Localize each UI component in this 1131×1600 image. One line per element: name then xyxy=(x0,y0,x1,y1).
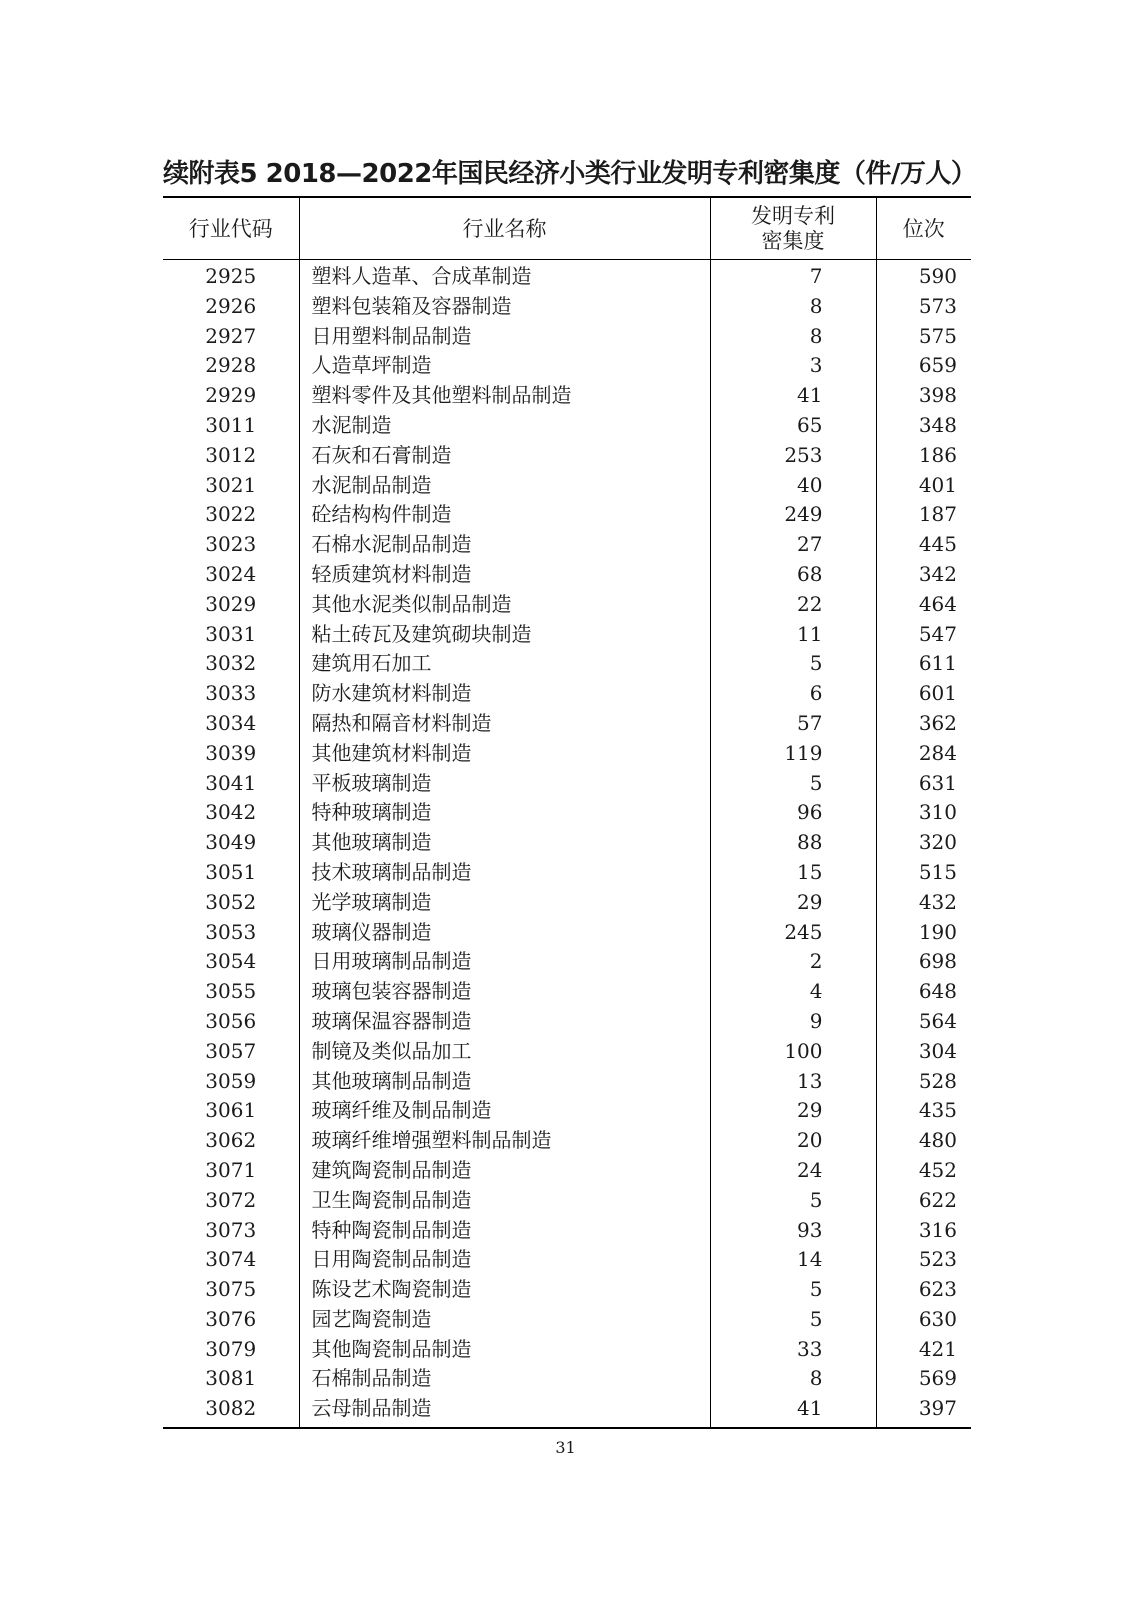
table-row xyxy=(163,828,971,858)
cell-rank: 401 xyxy=(876,471,971,501)
cell-rank: 320 xyxy=(876,828,971,858)
cell-patent-density: 13 xyxy=(710,1067,876,1097)
cell-industry-name: 卫生陶瓷制品制造 xyxy=(299,1186,710,1216)
table-row xyxy=(163,560,971,590)
cell-industry-code: 3024 xyxy=(205,561,257,586)
cell-rank: 398 xyxy=(876,381,971,411)
cell-patent-density: 9 xyxy=(710,1007,876,1037)
cell-rank: 648 xyxy=(876,977,971,1007)
cell-industry-code: 3029 xyxy=(205,591,257,616)
patent-density-table xyxy=(163,196,971,1429)
cell-patent-density: 4 xyxy=(710,977,876,1007)
cell-rank: 362 xyxy=(876,709,971,739)
cell-industry-code: 3073 xyxy=(205,1217,257,1242)
cell-patent-density: 5 xyxy=(710,1275,876,1305)
cell-patent-density: 245 xyxy=(710,918,876,948)
table-row xyxy=(163,322,971,352)
cell-patent-density: 41 xyxy=(710,381,876,411)
cell-industry-code: 3082 xyxy=(205,1396,257,1421)
cell-rank: 445 xyxy=(876,530,971,560)
cell-rank: 464 xyxy=(876,590,971,620)
cell-patent-density: 5 xyxy=(710,649,876,679)
cell-industry-name: 玻璃保温容器制造 xyxy=(299,1007,710,1037)
cell-patent-density: 41 xyxy=(710,1394,876,1428)
table-row xyxy=(163,1126,971,1156)
cell-industry-name: 水泥制造 xyxy=(299,411,710,441)
cell-patent-density: 68 xyxy=(710,560,876,590)
cell-patent-density: 14 xyxy=(710,1245,876,1275)
table-row xyxy=(163,977,971,1007)
table-row xyxy=(163,1007,971,1037)
cell-rank: 631 xyxy=(876,769,971,799)
table-row xyxy=(163,649,971,679)
cell-industry-code: 2927 xyxy=(205,323,257,348)
table-row xyxy=(163,1335,971,1365)
cell-rank: 452 xyxy=(876,1156,971,1186)
header-patent-density xyxy=(710,197,876,260)
cell-rank: 523 xyxy=(876,1245,971,1275)
cell-industry-name: 其他水泥类似制品制造 xyxy=(299,590,710,620)
cell-rank: 611 xyxy=(876,649,971,679)
header-patent-density-line2: 密集度 xyxy=(761,228,825,253)
table-row xyxy=(163,292,971,322)
table-row xyxy=(163,260,971,292)
cell-patent-density: 20 xyxy=(710,1126,876,1156)
cell-patent-density: 6 xyxy=(710,679,876,709)
cell-rank: 547 xyxy=(876,620,971,650)
cell-rank: 698 xyxy=(876,947,971,977)
cell-industry-name: 园艺陶瓷制造 xyxy=(299,1305,710,1335)
table-row xyxy=(163,918,971,948)
cell-patent-density: 65 xyxy=(710,411,876,441)
cell-rank: 284 xyxy=(876,739,971,769)
table-row xyxy=(163,620,971,650)
cell-rank: 316 xyxy=(876,1216,971,1246)
table-row xyxy=(163,1186,971,1216)
cell-industry-name: 石灰和石膏制造 xyxy=(299,441,710,471)
cell-rank: 590 xyxy=(876,260,971,292)
cell-patent-density: 5 xyxy=(710,1305,876,1335)
table-row xyxy=(163,530,971,560)
cell-rank: 623 xyxy=(876,1275,971,1305)
cell-patent-density: 40 xyxy=(710,471,876,501)
table-row xyxy=(163,500,971,530)
cell-industry-code: 3062 xyxy=(205,1128,257,1153)
cell-rank: 601 xyxy=(876,679,971,709)
table-row xyxy=(163,351,971,381)
table-row xyxy=(163,1394,971,1428)
cell-patent-density: 249 xyxy=(710,500,876,530)
table-row xyxy=(163,381,971,411)
table-row xyxy=(163,411,971,441)
cell-industry-code: 3039 xyxy=(205,740,257,765)
cell-rank: 186 xyxy=(876,441,971,471)
cell-industry-name: 特种陶瓷制品制造 xyxy=(299,1216,710,1246)
cell-industry-code: 3011 xyxy=(205,412,257,437)
cell-patent-density: 5 xyxy=(710,1186,876,1216)
cell-industry-name: 制镜及类似品加工 xyxy=(299,1037,710,1067)
cell-rank: 304 xyxy=(876,1037,971,1067)
cell-rank: 348 xyxy=(876,411,971,441)
cell-industry-code: 3051 xyxy=(205,859,257,884)
cell-industry-name: 其他陶瓷制品制造 xyxy=(299,1335,710,1365)
table-row xyxy=(163,798,971,828)
cell-industry-code: 3071 xyxy=(205,1157,257,1182)
table-row xyxy=(163,769,971,799)
cell-industry-name: 其他玻璃制品制造 xyxy=(299,1067,710,1097)
table-row xyxy=(163,1364,971,1394)
cell-industry-code: 3056 xyxy=(205,1008,257,1033)
cell-rank: 575 xyxy=(876,322,971,352)
cell-industry-code: 3076 xyxy=(205,1306,257,1331)
table-row xyxy=(163,471,971,501)
cell-patent-density: 3 xyxy=(710,351,876,381)
cell-industry-name: 建筑用石加工 xyxy=(299,649,710,679)
cell-rank: 432 xyxy=(876,888,971,918)
cell-patent-density: 15 xyxy=(710,858,876,888)
cell-rank: 421 xyxy=(876,1335,971,1365)
cell-rank: 435 xyxy=(876,1096,971,1126)
table-body xyxy=(163,260,971,1429)
cell-industry-code: 3059 xyxy=(205,1068,257,1093)
cell-rank: 659 xyxy=(876,351,971,381)
cell-patent-density: 27 xyxy=(710,530,876,560)
cell-industry-code: 3052 xyxy=(205,889,257,914)
cell-patent-density: 57 xyxy=(710,709,876,739)
cell-industry-code: 3075 xyxy=(205,1277,257,1302)
cell-industry-name: 人造草坪制造 xyxy=(299,351,710,381)
cell-industry-name: 塑料零件及其他塑料制品制造 xyxy=(299,381,710,411)
cell-industry-code: 3053 xyxy=(205,919,257,944)
cell-industry-name: 石棉水泥制品制造 xyxy=(299,530,710,560)
cell-industry-code: 3034 xyxy=(205,710,257,735)
cell-patent-density: 96 xyxy=(710,798,876,828)
cell-patent-density: 5 xyxy=(710,769,876,799)
cell-patent-density: 2 xyxy=(710,947,876,977)
cell-industry-name: 建筑陶瓷制品制造 xyxy=(299,1156,710,1186)
cell-industry-name: 石棉制品制造 xyxy=(299,1364,710,1394)
cell-industry-code: 3041 xyxy=(205,770,257,795)
cell-industry-code: 3079 xyxy=(205,1336,257,1361)
table-row xyxy=(163,1096,971,1126)
table-row xyxy=(163,1037,971,1067)
cell-industry-name: 砼结构构件制造 xyxy=(299,500,710,530)
cell-patent-density: 8 xyxy=(710,322,876,352)
cell-industry-code: 2925 xyxy=(205,264,257,288)
table-title: 续附表5 2018—2022年国民经济小类行业发明专利密集度（件/万人） xyxy=(163,159,977,189)
table-row xyxy=(163,590,971,620)
cell-patent-density: 8 xyxy=(710,292,876,322)
table-row xyxy=(163,739,971,769)
cell-industry-name: 其他玻璃制造 xyxy=(299,828,710,858)
cell-industry-name: 轻质建筑材料制造 xyxy=(299,560,710,590)
cell-rank: 480 xyxy=(876,1126,971,1156)
table-row xyxy=(163,1275,971,1305)
table-row xyxy=(163,1216,971,1246)
cell-patent-density: 100 xyxy=(710,1037,876,1067)
cell-patent-density: 11 xyxy=(710,620,876,650)
cell-rank: 630 xyxy=(876,1305,971,1335)
cell-industry-name: 日用塑料制品制造 xyxy=(299,322,710,352)
cell-patent-density: 7 xyxy=(710,260,876,292)
cell-industry-code: 3061 xyxy=(205,1098,257,1123)
header-industry-code: 行业代码 xyxy=(163,197,299,260)
cell-patent-density: 33 xyxy=(710,1335,876,1365)
cell-industry-code: 3054 xyxy=(205,949,257,974)
cell-rank: 564 xyxy=(876,1007,971,1037)
cell-industry-code: 3021 xyxy=(205,472,257,497)
cell-rank: 187 xyxy=(876,500,971,530)
cell-industry-name: 其他建筑材料制造 xyxy=(299,739,710,769)
cell-patent-density: 29 xyxy=(710,1096,876,1126)
table-row xyxy=(163,858,971,888)
cell-rank: 397 xyxy=(876,1394,971,1428)
cell-industry-code: 3081 xyxy=(205,1366,257,1391)
cell-rank: 622 xyxy=(876,1186,971,1216)
cell-industry-name: 玻璃纤维增强塑料制品制造 xyxy=(299,1126,710,1156)
cell-rank: 573 xyxy=(876,292,971,322)
cell-industry-name: 技术玻璃制品制造 xyxy=(299,858,710,888)
cell-patent-density: 93 xyxy=(710,1216,876,1246)
table-row xyxy=(163,1156,971,1186)
cell-industry-name: 平板玻璃制造 xyxy=(299,769,710,799)
cell-patent-density: 88 xyxy=(710,828,876,858)
cell-rank: 569 xyxy=(876,1364,971,1394)
cell-industry-name: 防水建筑材料制造 xyxy=(299,679,710,709)
cell-industry-name: 隔热和隔音材料制造 xyxy=(299,709,710,739)
cell-industry-code: 2929 xyxy=(205,383,257,408)
table-header-row xyxy=(163,197,971,260)
cell-rank: 310 xyxy=(876,798,971,828)
cell-industry-code: 3022 xyxy=(205,502,257,527)
table-row xyxy=(163,1067,971,1097)
cell-industry-code: 3049 xyxy=(205,830,257,855)
cell-industry-code: 3012 xyxy=(205,442,257,467)
cell-industry-code: 3033 xyxy=(205,681,257,706)
cell-patent-density: 253 xyxy=(710,441,876,471)
cell-industry-name: 日用陶瓷制品制造 xyxy=(299,1245,710,1275)
cell-industry-name: 水泥制品制造 xyxy=(299,471,710,501)
cell-industry-code: 3032 xyxy=(205,651,257,676)
table-row xyxy=(163,947,971,977)
header-industry-name: 行业名称 xyxy=(299,197,710,260)
cell-industry-code: 2926 xyxy=(205,293,257,318)
cell-patent-density: 119 xyxy=(710,739,876,769)
cell-industry-code: 2928 xyxy=(205,353,257,378)
cell-industry-name: 云母制品制造 xyxy=(299,1394,710,1428)
cell-industry-name: 日用玻璃制品制造 xyxy=(299,947,710,977)
cell-rank: 342 xyxy=(876,560,971,590)
cell-industry-code: 3072 xyxy=(205,1187,257,1212)
table-row xyxy=(163,1245,971,1275)
cell-rank: 528 xyxy=(876,1067,971,1097)
cell-rank: 190 xyxy=(876,918,971,948)
cell-industry-code: 3055 xyxy=(205,979,257,1004)
cell-industry-code: 3074 xyxy=(205,1247,257,1272)
cell-patent-density: 22 xyxy=(710,590,876,620)
cell-rank: 515 xyxy=(876,858,971,888)
header-rank: 位次 xyxy=(876,197,971,260)
cell-industry-name: 玻璃仪器制造 xyxy=(299,918,710,948)
table-row xyxy=(163,1305,971,1335)
cell-patent-density: 8 xyxy=(710,1364,876,1394)
table-row xyxy=(163,441,971,471)
page-number: 31 xyxy=(555,1438,576,1457)
cell-industry-name: 玻璃纤维及制品制造 xyxy=(299,1096,710,1126)
cell-patent-density: 29 xyxy=(710,888,876,918)
cell-patent-density: 24 xyxy=(710,1156,876,1186)
cell-industry-code: 3057 xyxy=(205,1038,257,1063)
cell-industry-code: 3023 xyxy=(205,532,257,557)
cell-industry-name: 玻璃包装容器制造 xyxy=(299,977,710,1007)
header-patent-density-line1: 发明专利 xyxy=(751,203,835,228)
cell-industry-code: 3031 xyxy=(205,621,257,646)
cell-industry-name: 塑料包装箱及容器制造 xyxy=(299,292,710,322)
cell-industry-name: 光学玻璃制造 xyxy=(299,888,710,918)
cell-industry-code: 3042 xyxy=(205,800,257,825)
table-row xyxy=(163,679,971,709)
table-row xyxy=(163,888,971,918)
cell-industry-name: 塑料人造革、合成革制造 xyxy=(299,260,710,292)
cell-industry-name: 特种玻璃制造 xyxy=(299,798,710,828)
cell-industry-name: 陈设艺术陶瓷制造 xyxy=(299,1275,710,1305)
cell-industry-name: 粘土砖瓦及建筑砌块制造 xyxy=(299,620,710,650)
table-row xyxy=(163,709,971,739)
